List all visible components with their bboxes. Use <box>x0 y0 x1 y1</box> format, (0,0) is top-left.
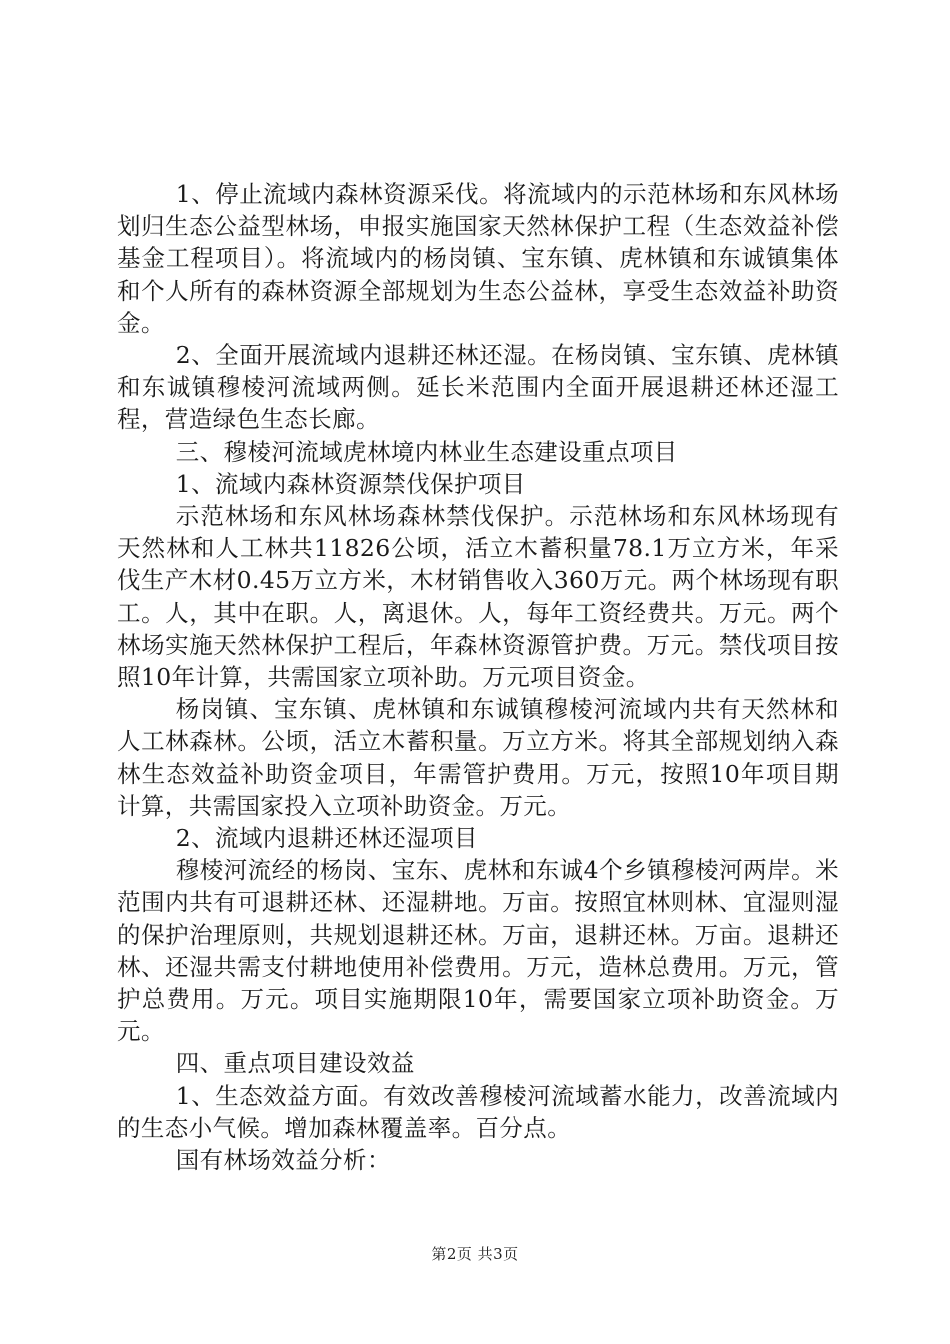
page-footer: 第2页 共3页 <box>431 1245 519 1263</box>
paragraph-towns-forests: 杨岗镇、宝东镇、虎林镇和东诚镇穆棱河流域内共有天然林和人工林森林。公顷，活立木蓄积量。万立方米。将其全部规划纳入森林生态效益补助资金项目，年需管护费用。万元，按照10年项目期计算，共需国家投入立项补助资金。万元。 <box>117 695 839 820</box>
paragraph-stop-logging: 1、停止流域内森林资源采伐。将流域内的示范林场和东风林场划归生态公益型林场，申报实施国家天然林保护工程（生态效益补偿基金工程项目）。将流域内的杨岗镇、宝东镇、虎林镇和东诚镇集体和个人所有的森林资源全部规划为生态公益林，享受生态效益补助资金。 <box>117 180 839 337</box>
section-heading-key-projects: 三、穆棱河流域虎林境内林业生态建设重点项目 <box>175 437 678 466</box>
document-body <box>117 178 839 1176</box>
subheading-return-farmland-project: 2、流域内退耕还林还湿项目 <box>175 824 478 853</box>
paragraph-forest-farms: 示范林场和东风林场森林禁伐保护。示范林场和东风林场现有天然林和人工林共11826公顷，活立木蓄积量78.1万立方米，年采伐生产木材0.45万立方米，木材销售收入360万元。两个林场现有职工。人，其中在职。人，离退休。人，每年工资经费共。万元。两个林场实施天然林保护工程后，年森林资源管护费。万元。禁伐项目按照10年计算，共需国家立项补助。万元项目资金。 <box>117 502 839 692</box>
paragraph-ecological-benefits: 1、生态效益方面。有效改善穆棱河流域蓄水能力，改善流域内的生态小气候。增加森林覆盖率。百分点。 <box>117 1081 839 1142</box>
paragraph-return-farmland: 2、全面开展流域内退耕还林还湿。在杨岗镇、宝东镇、虎林镇和东诚镇穆棱河流域两侧。延长米范围内全面开展退耕还林还湿工程，营造绿色生态长廊。 <box>117 341 839 434</box>
section-heading-benefits: 四、重点项目建设效益 <box>175 1049 415 1078</box>
subheading-logging-ban-project: 1、流域内森林资源禁伐保护项目 <box>175 469 526 498</box>
paragraph-muling-river-banks: 穆棱河流经的杨岗、宝东、虎林和东诚4个乡镇穆棱河两岸。米范围内共有可退耕还林、还湿耕地。万亩。按照宜林则林、宜湿则湿的保护治理原则，共规划退耕还林。万亩，退耕还林。万亩。退耕还林、还湿共需支付耕地使用补偿费用。万元，造林总费用。万元，管护总费用。万元。项目实施期限10年，需要国家立项补助资金。万元。 <box>117 856 839 1046</box>
paragraph-state-farm-analysis: 国有林场效益分析： <box>175 1146 391 1175</box>
